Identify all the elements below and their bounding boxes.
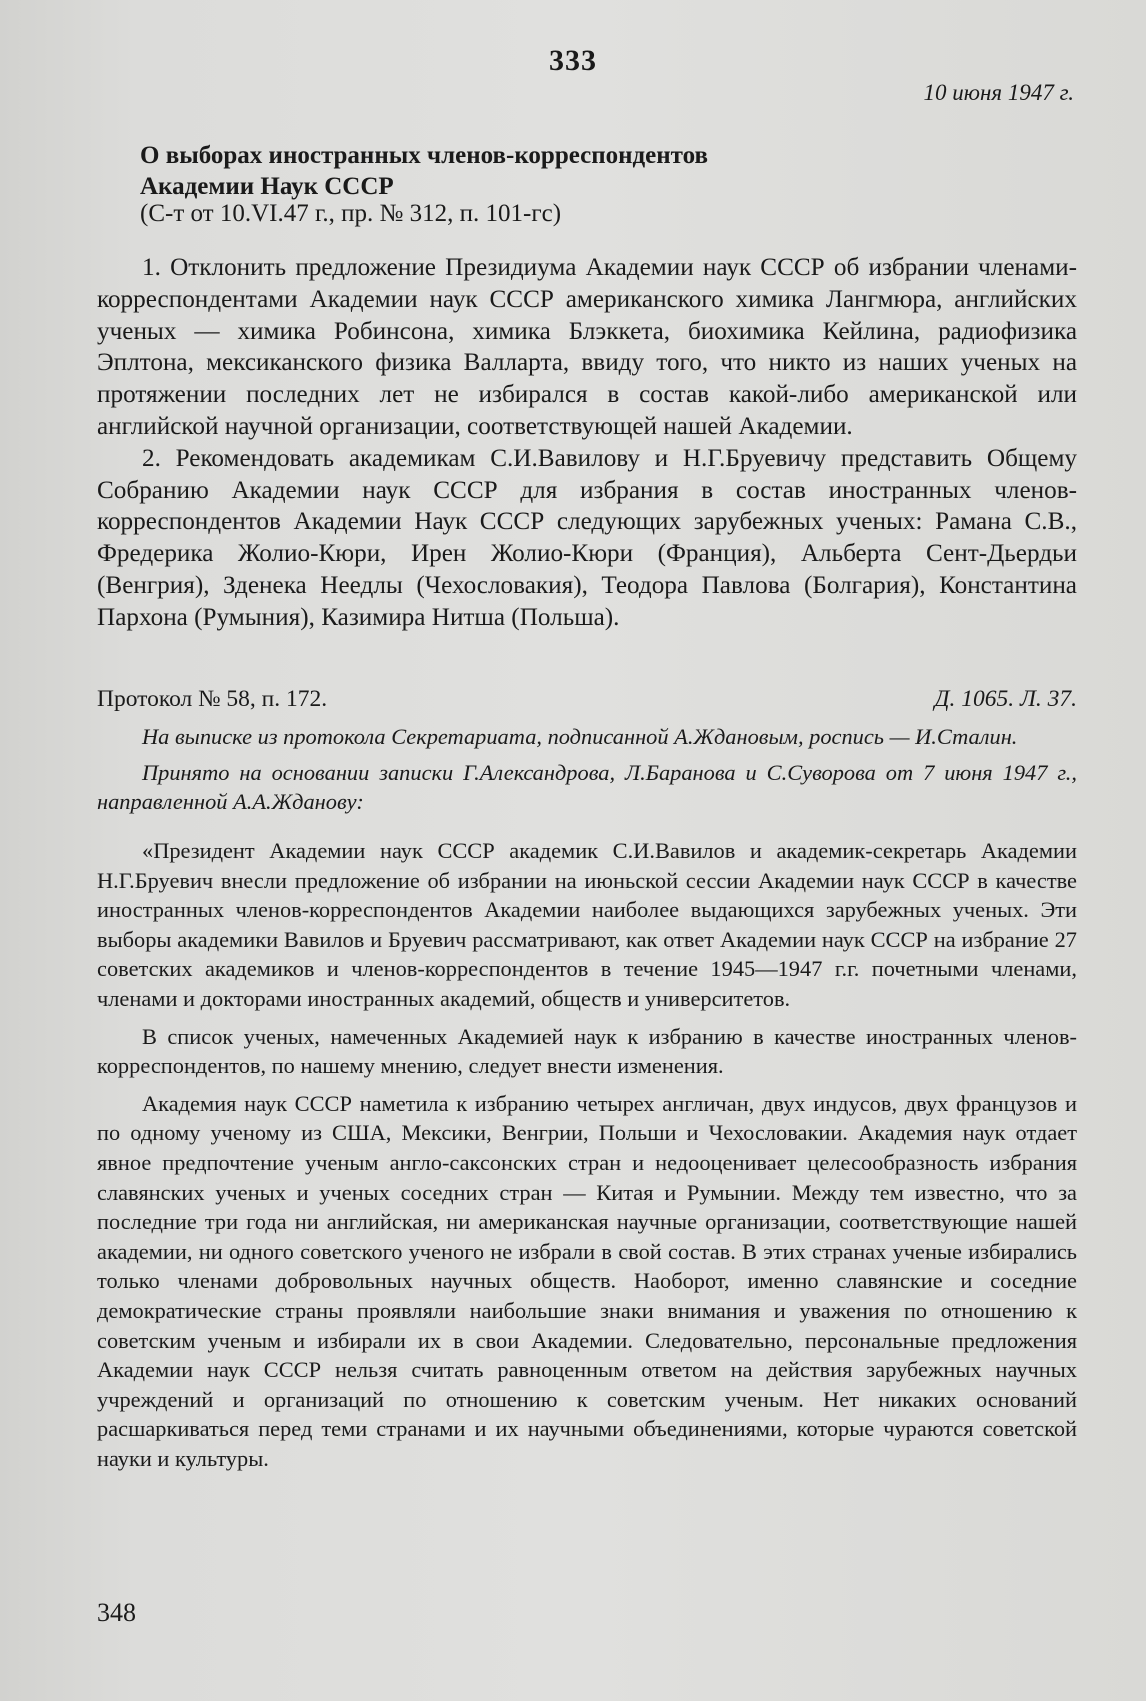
protocol-label: Протокол № 58, п. 172. [97, 686, 328, 712]
title-line-2: Академии Наук СССР [140, 173, 394, 200]
decree-body [97, 252, 1077, 634]
memo-paragraph-1: «Президент Академии наук СССР академик С.И.Вавилов и академик-секретарь Академии Н.Г.Бруевич внесли предложение об избрании на июньской сессии Академии наук СССР в качестве иностранных членов-корреспондентов Академии наиболее выдающихся зарубежных ученых. Эти выборы академики Вавилов и Бруевич рассматривают, как ответ Академии наук СССР на избрание 27 советских академиков и членов-корреспондентов в течение 1945—1947 г.г. почетными членами, членами и докторами иностранных академий, обществ и университетов. [97, 838, 1077, 1011]
memo-paragraph-2: В список ученых, намеченных Академией наук к избранию в качестве иностранных членов-корреспондентов, по нашему мнению, следует внести изменения. [97, 1023, 1077, 1079]
decree-paragraph-2: 2. Рекомендовать академикам С.И.Вавилову и Н.Г.Бруевичу представить Общему Собранию Академии наук СССР для избрания в состав иностранных членов-корреспондентов Академии Наук СССР следующих зарубежных ученых: Рамана С.В., Фредерика Жолио-Кюри, Ирен Жолио-Кюри (Франция), Альберта Сент-Дьердьи (Венгрия), Зденека Неедлы (Чехословакия), Теодора Павлова (Болгария), Константина Пархона (Румыния), Казимира Нитша (Польша). [97, 444, 1077, 631]
title-line-1: О выборах иностранных членов-корреспондентов [140, 142, 709, 169]
protocol-line [97, 686, 1077, 713]
document-number: 333 [549, 44, 597, 77]
memo-body [97, 836, 1077, 1473]
decree-paragraph-1: 1. Отклонить предложение Президиума Академии наук СССР об избрании членами-корреспондентами Академии наук СССР американского химика Лангмюра, английских ученых — химика Робинсона, химика Блэккета, биохимика Кейлина, радиофизика Эплтона, мексиканского физика Валларта, ввиду того, что никто из наших ученых на протяжении последних лет не избирался в состав какой-либо американской или английской научной организации, соответствующей нашей Академии. [97, 254, 1077, 440]
editorial-notes [97, 722, 1077, 817]
archive-reference: Д. 1065. Л. 37. [934, 686, 1077, 712]
decree-reference: (С-т от 10.VI.47 г., пр. № 312, п. 101-гс) [140, 200, 562, 227]
page-number: 348 [97, 1598, 136, 1627]
note-basis: Принято на основании записки Г.Александрова, Л.Баранова и С.Суворова от 7 июня 1947 г., направленной А.А.Жданову: [97, 759, 1077, 815]
document-title [140, 140, 1040, 202]
memo-paragraph-3: Академия наук СССР наметила к избранию четырех англичан, двух индусов, двух французов и по одному ученому из США, Мексики, Венгрии, Польши и Чехословакии. Академия наук отдает явное предпочтение ученым англо-саксонских стран и недооценивает целесообразность избрания славянских ученых и ученых соседних стран — Китая и Румынии. Между тем известно, что за последние три года ни английская, ни американская научные организации, соответствующие нашей академии, ни одного советского ученого не избрали в свой состав. В этих странах ученые избирались только членами добровольных научных обществ. Наоборот, именно славянские и соседние демократические страны проявляли наибольшие знаки внимания и уважения по отношению к советским ученым и избирали их в свои Академии. Следовательно, персональные предложения Академии наук СССР нельзя считать равноценным ответом на действия зарубежных научных учреждений и организаций по отношению к советским ученым. Нет никаких оснований расшаркиваться перед теми странами и их научными объединениями, которые чураются советской науки и культуры. [97, 1090, 1077, 1471]
note-signature: На выписке из протокола Секретариата, подписанной А.Ждановым, роспись — И.Сталин. [142, 724, 1018, 749]
document-date: 10 июня 1947 г. [923, 80, 1074, 105]
